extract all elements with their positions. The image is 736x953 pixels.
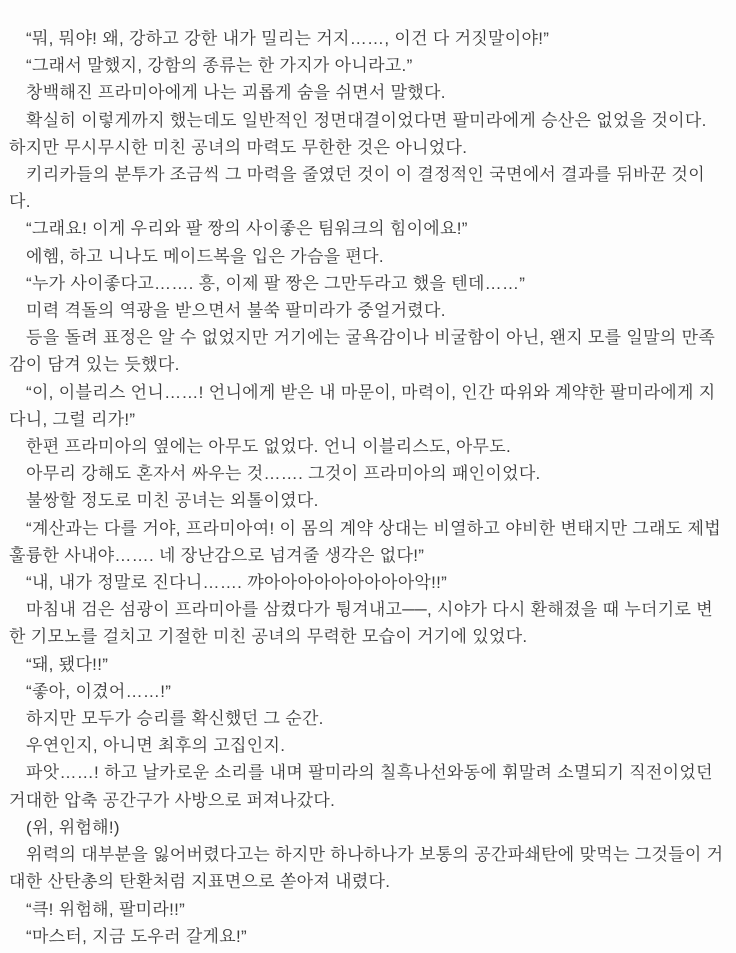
paragraph: (위, 위험해!) [26, 817, 120, 837]
paragraph: 창백해진 프라미아에게 나는 괴롭게 숨을 쉬면서 말했다. [26, 83, 446, 103]
paragraph: “좋아, 이겼어……!” [26, 681, 172, 701]
paragraph: 에헴, 하고 니나도 메이드복을 입은 가슴을 편다. [26, 246, 384, 266]
paragraph: 파앗……! 하고 날카로운 소리를 내며 팔미라의 칠흑나선와동에 휘말려 소멸되기 직전이었던 거대한 압축 공간구가 사방으로 퍼져나갔다. [9, 763, 713, 810]
paragraph: 등을 돌려 표정은 알 수 없었지만 거기에는 굴욕감이나 비굴함이 아닌, 왠지 모를 일말의 만족감이 담겨 있는 듯했다. [9, 328, 716, 375]
paragraph: “이, 이블리스 언니……! 언니에게 받은 내 마문이, 마력이, 인간 따위와 계약한 팔미라에게 지다니, 그럴 리가!” [9, 382, 716, 429]
paragraph: “큭! 위험해, 팔미라!!” [26, 899, 186, 919]
paragraph: “계산과는 다를 거야, 프라미아여! 이 몸의 계약 상대는 비열하고 야비한 변태지만 그래도 제법 훌륭한 사내야……. 네 장난감으로 넘겨줄 생각은 없다!” [9, 518, 721, 565]
paragraph: “그래서 말했지, 강함의 종류는 한 가지가 아니라고.” [26, 56, 413, 76]
paragraph: 마침내 검은 섬광이 프라미아를 삼켰다가 튕겨내고──, 시야가 다시 환해졌을 때 누더기로 변한 기모노를 걸치고 기절한 미친 공녀의 무력한 모습이 거기에 있었다. [9, 600, 713, 647]
paragraph: 확실히 이렇게까지 했는데도 일반적인 정면대결이었다면 팔미라에게 승산은 없었을 것이다. 하지만 무시무시한 미친 공녀의 마력도 무한한 것은 아니었다. [9, 110, 707, 157]
paragraph: “뭐, 뭐야! 왜, 강하고 강한 내가 밀리는 거지……, 이건 다 거짓말이야!” [26, 29, 550, 48]
paragraph: 하지만 모두가 승리를 확신했던 그 순간. [26, 709, 324, 729]
paragraph: 미력 격돌의 역광을 받으면서 불쑥 팔미라가 중얼거렸다. [26, 301, 446, 321]
paragraph: “돼, 됐다!!” [26, 654, 109, 674]
paragraph: “누가 사이좋다고……. 흥, 이제 팔 짱은 그만두라고 했을 텐데……” [26, 273, 526, 293]
paragraph: 한편 프라미아의 옆에는 아무도 없었다. 언니 이블리스도, 아무도. [26, 437, 512, 457]
paragraph: “내, 내가 정말로 진다니……. 꺄아아아아아아아아아악!!” [26, 573, 448, 593]
novel-text-body [9, 25, 726, 950]
paragraph: 우연인지, 아니면 최후의 고집인지. [26, 736, 286, 756]
paragraph: 불쌍할 정도로 미친 공녀는 외톨이였다. [26, 491, 319, 511]
paragraph: 키리카들의 분투가 조금씩 그 마력을 줄였던 것이 이 결정적인 국면에서 결과를 뒤바꾼 것이다. [9, 165, 705, 212]
paragraph: “마스터, 지금 도우러 갈게요!” [26, 926, 247, 946]
paragraph: 아무리 강해도 혼자서 싸우는 것……. 그것이 프라미아의 패인이었다. [26, 464, 541, 484]
paragraph: “그래요! 이게 우리와 팔 짱의 사이좋은 팀워크의 힘이에요!” [26, 219, 468, 239]
paragraph: 위력의 대부분을 잃어버렸다고는 하지만 하나하나가 보통의 공간파쇄탄에 맞먹는 그것들이 거대한 산탄총의 탄환처럼 지표면으로 쏟아져 내렸다. [9, 845, 724, 892]
